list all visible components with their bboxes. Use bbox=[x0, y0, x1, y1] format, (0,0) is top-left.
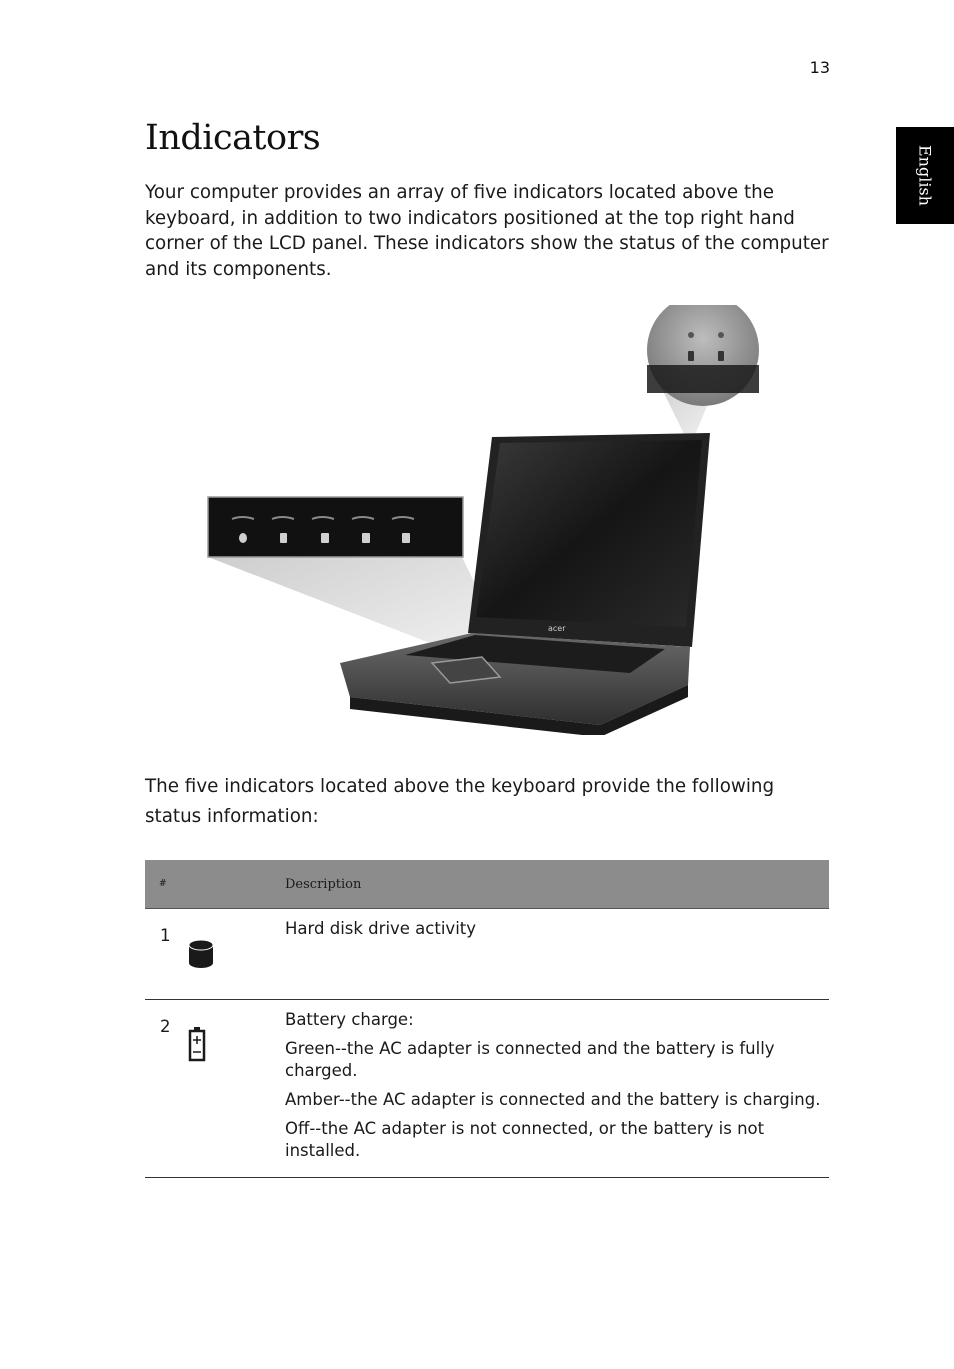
laptop-logo: acer bbox=[548, 624, 566, 633]
row-number-cell bbox=[145, 909, 284, 1000]
header-number: # bbox=[145, 860, 284, 909]
indicator-table bbox=[145, 860, 829, 1178]
language-tab-label: English bbox=[915, 145, 935, 206]
row-number: 2 bbox=[160, 1017, 171, 1036]
description-line: Green--the AC adapter is connected and the battery is fully charged. bbox=[285, 1039, 775, 1080]
caps-lock-indicator-icon bbox=[321, 533, 329, 543]
language-tab bbox=[896, 127, 954, 224]
page-title: Indicators bbox=[145, 118, 321, 158]
description-line: Off--the AC adapter is not connected, or the battery is not installed. bbox=[285, 1119, 765, 1160]
row-description-cell bbox=[284, 909, 829, 1000]
laptop-screen bbox=[476, 440, 702, 627]
standby-indicator-icon bbox=[718, 332, 724, 338]
description-line: Amber--the AC adapter is connected and the battery is charging. bbox=[285, 1090, 821, 1109]
description-line: Battery charge: bbox=[285, 1010, 414, 1029]
battery-icon bbox=[188, 1026, 206, 1062]
battery-indicator-icon bbox=[280, 533, 287, 543]
row-description-cell bbox=[284, 1000, 829, 1178]
intro-paragraph: Your computer provides an array of five indicators located above the keyboard, in addition to two indicators positioned at the top right hand corner of the LCD panel. These indicators show the status of the computer and its components. bbox=[145, 182, 829, 280]
laptop-indicators-illustration bbox=[200, 305, 770, 735]
table-header-row bbox=[145, 860, 829, 909]
lead-paragraph: The five indicators located above the keyboard provide the following status information: bbox=[145, 776, 775, 827]
num-lock-indicator-icon bbox=[362, 533, 370, 543]
row-number: 1 bbox=[160, 926, 171, 945]
hdd-indicator-icon bbox=[239, 533, 247, 543]
power-indicator-icon bbox=[688, 332, 694, 338]
page-number: 13 bbox=[809, 58, 830, 77]
row-number-cell bbox=[145, 1000, 284, 1178]
table-row bbox=[145, 909, 829, 1000]
table-row bbox=[145, 1000, 829, 1178]
hard-disk-icon bbox=[188, 939, 214, 969]
header-description: Description bbox=[284, 860, 829, 909]
scroll-lock-indicator-icon bbox=[402, 533, 410, 543]
description-line: Hard disk drive activity bbox=[285, 919, 477, 938]
keyboard-indicators-zoom bbox=[208, 497, 463, 557]
